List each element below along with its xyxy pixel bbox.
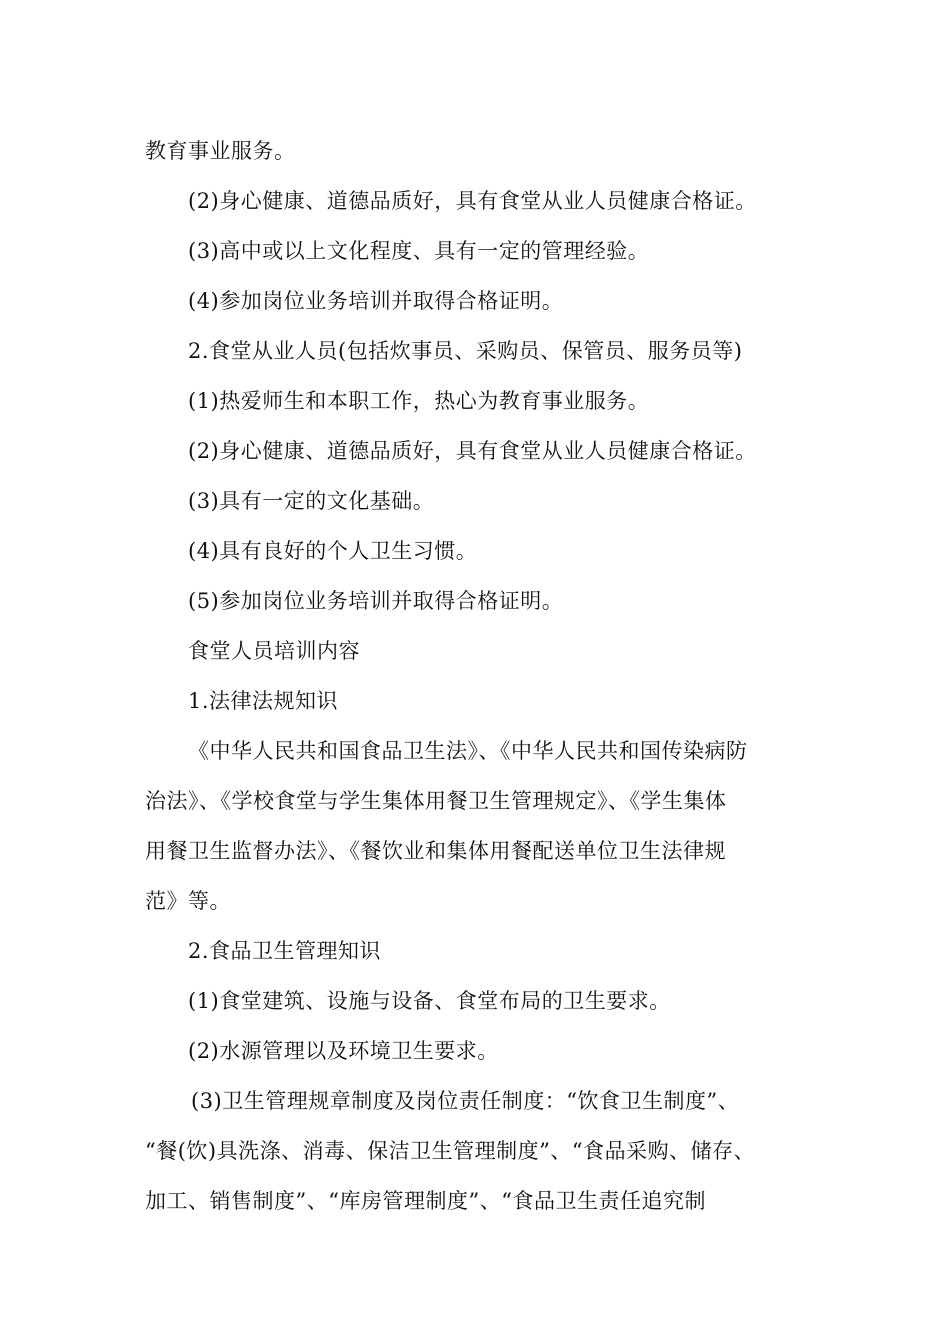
text-line: (5)参加岗位业务培训并取得合格证明。: [188, 589, 564, 613]
text-line: 用餐卫生监督办法》、《餐饮业和集体用餐配送单位卫生法律规: [145, 839, 726, 863]
text-line: (1)热爱师生和本职工作，热心为教育事业服务。: [188, 389, 650, 413]
text-line: (4)具有良好的个人卫生习惯。: [188, 539, 478, 563]
section-heading: 2.食堂从业人员(包括炊事员、采购员、保管员、服务员等): [188, 339, 743, 363]
text-line: (2)身心健康、道德品质好，具有食堂从业人员健康合格证。: [188, 189, 757, 213]
text-line: 教育事业服务。: [145, 139, 296, 163]
text-line: (2)身心健康、道德品质好，具有食堂从业人员健康合格证。: [188, 439, 757, 463]
text-line: 《中华人民共和国食品卫生法》、《中华人民共和国传染病防: [188, 739, 748, 763]
text-line: (2)水源管理以及环境卫生要求。: [188, 1039, 499, 1063]
document-body: [145, 131, 810, 1231]
section-title: 食堂人员培训内容: [188, 639, 360, 663]
text-line: (3)卫生管理规章制度及岗位责任制度：“饮食卫生制度”、: [191, 1089, 740, 1113]
text-line: 治法》、《学校食堂与学生集体用餐卫生管理规定》、《学生集体: [145, 789, 727, 813]
text-line: 范》等。: [145, 889, 231, 913]
text-line: (3)具有一定的文化基础。: [188, 489, 435, 513]
text-line: 加工、销售制度”、“库房管理制度”、“食品卫生责任追究制: [145, 1189, 706, 1213]
text-line: (1)食堂建筑、设施与设备、食堂布局的卫生要求。: [188, 989, 671, 1013]
section-heading: 1.法律法规知识: [188, 689, 339, 713]
text-line: (4)参加岗位业务培训并取得合格证明。: [188, 289, 564, 313]
section-heading: 2.食品卫生管理知识: [188, 939, 382, 963]
text-line: (3)高中或以上文化程度、具有一定的管理经验。: [188, 239, 650, 263]
text-line: “餐(饮)具洗涤、消毒、保洁卫生管理制度”、“食品采购、储存、: [145, 1139, 756, 1163]
